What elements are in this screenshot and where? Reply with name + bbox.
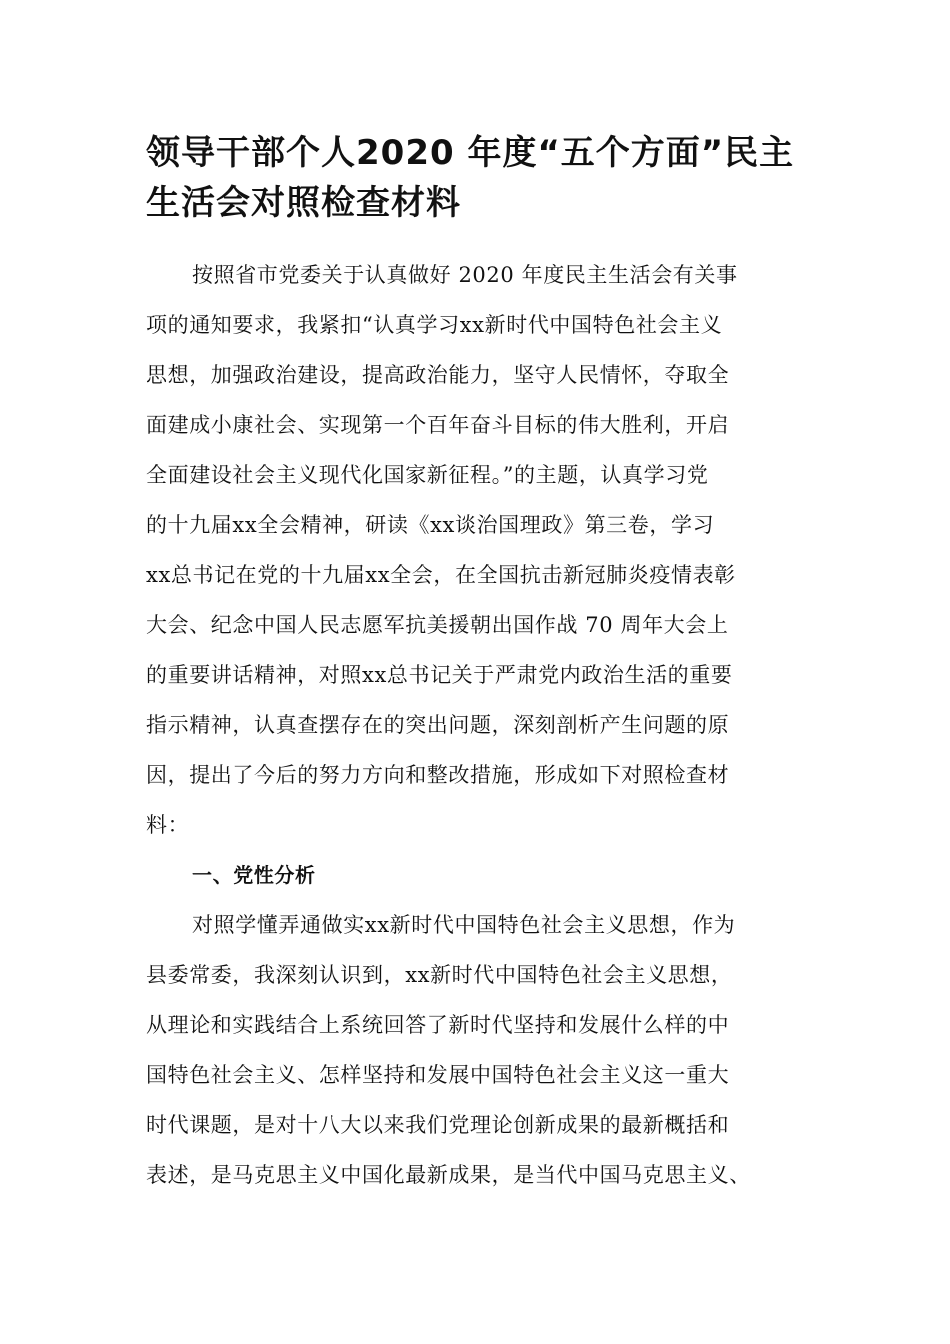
paragraph-line: 大会、纪念中国人民志愿军抗美援朝出国作战 70 周年大会上 [146, 613, 729, 637]
paragraph-line: 面建成小康社会、实现第一个百年奋斗目标的伟大胜利，开启 [146, 413, 730, 437]
paragraph-line: xx总书记在党的十九届xx全会，在全国抗击新冠肺炎疫情表彰 [146, 563, 736, 587]
paragraph-line: 料： [146, 813, 190, 837]
paragraph-line: 从理论和实践结合上系统回答了新时代坚持和发展什么样的中 [146, 1013, 730, 1037]
paragraph-line: 的十九届xx全会精神，研读《xx谈治国理政》第三卷，学习 [146, 513, 715, 537]
paragraph-line: 指示精神，认真查摆存在的突出问题，深刻剖析产生问题的原 [146, 713, 730, 737]
paragraph-line: 按照省市党委关于认真做好 2020 年度民主生活会有关事 [192, 263, 738, 287]
paragraph-line: 对照学懂弄通做实xx新时代中国特色社会主义思想，作为 [192, 913, 736, 937]
paragraph-line: 的重要讲话精神，对照xx总书记关于严肃党内政治生活的重要 [146, 663, 733, 687]
paragraph-line: 表述，是马克思主义中国化最新成果，是当代中国马克思主义、 [146, 1163, 751, 1187]
paragraph-line: 县委常委，我深刻认识到，xx新时代中国特色社会主义思想， [146, 963, 733, 987]
paragraph-line: 全面建设社会主义现代化国家新征程。”的主题，认真学习党 [146, 463, 709, 487]
section-heading: 一、党性分析 [192, 863, 316, 887]
paragraph-line: 因，提出了今后的努力方向和整改措施，形成如下对照检查材 [146, 763, 730, 787]
document-body [146, 250, 816, 1200]
paragraph-line: 思想，加强政治建设，提高政治能力，坚守人民情怀，夺取全 [146, 363, 730, 387]
paragraph-line: 时代课题，是对十八大以来我们党理论创新成果的最新概括和 [146, 1113, 730, 1137]
paragraph-line: 项的通知要求，我紧扣“认真学习xx新时代中国特色社会主义 [146, 313, 723, 337]
document-title [146, 128, 826, 228]
paragraph-line: 国特色社会主义、怎样坚持和发展中国特色社会主义这一重大 [146, 1063, 730, 1087]
title-line-2: 生活会对照检查材料 [146, 183, 461, 223]
title-line-1: 领导干部个人2020 年度“五个方面”民主 [146, 133, 795, 173]
